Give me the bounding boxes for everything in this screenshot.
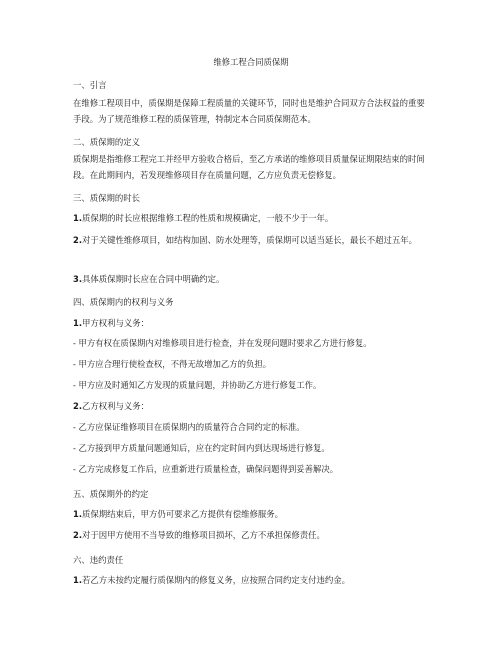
list-item: - 甲方有权在质保期内对维修项目进行检查，并在发现问题时要求乙方进行修复。 xyxy=(73,338,372,348)
list-item xyxy=(73,212,433,224)
item-text: 甲方权利与义务： xyxy=(82,318,150,328)
list-item: - 乙方接到甲方质量问题通知后，应在约定时间内到达现场进行修复。 xyxy=(73,443,330,453)
item-number: 1. xyxy=(73,318,83,328)
item-text: 对于关键性维修项目，如结构加固、防水处理等，质保期可以适当延长，最长不超过五年。 xyxy=(82,235,418,245)
item-text: 对于因甲方使用不当导致的维修项目损坏，乙方不承担保修责任。 xyxy=(82,530,325,540)
section-heading-breach: 六、违约责任 xyxy=(73,555,124,565)
item-number: 2. xyxy=(73,235,83,245)
party-a-heading xyxy=(73,317,433,329)
item-number: 2. xyxy=(73,401,83,411)
item-text: 乙方权利与义务： xyxy=(82,401,150,411)
list-item xyxy=(73,508,433,520)
item-text: 质保期结束后，甲方仍可要求乙方提供有偿维修服务。 xyxy=(82,509,284,519)
list-item: - 甲方应及时通知乙方发现的质量问题，并协助乙方进行修复工作。 xyxy=(73,380,322,390)
list-item xyxy=(73,273,433,285)
section-heading-after: 五、质保期外的约定 xyxy=(73,489,149,499)
item-number: 1. xyxy=(73,509,83,519)
item-number: 3. xyxy=(73,274,83,284)
list-item: - 甲方应合理行使检查权，不得无故增加乙方的负担。 xyxy=(73,359,272,369)
item-number: 2. xyxy=(73,530,83,540)
item-text: 质保期的时长应根据维修工程的性质和规模确定，一般不少于一年。 xyxy=(82,213,334,223)
list-item xyxy=(73,233,433,249)
section-heading-definition: 二、质保期的定义 xyxy=(73,137,140,147)
paragraph-definition: 质保期是指维修工程完工并经甲方验收合格后，至乙方承诺的维修项目质量保证期限结束的时间段。在此期间内，若发现维修项目存在质量问题，乙方应负责无偿修复。 xyxy=(73,154,425,180)
item-number: 1. xyxy=(73,575,83,585)
document-title: 维修工程合同质保期 xyxy=(213,57,289,67)
paragraph-intro: 在维修工程项目中，质保期是保障工程质量的关键环节，同时也是维护合同双方合法权益的重要手段。为了规范维修工程的质保管理，特制定本合同质保期范本。 xyxy=(73,98,425,124)
item-text: 若乙方未按约定履行质保期内的修复义务，应按照合同约定支付违约金。 xyxy=(82,575,351,585)
party-b-heading xyxy=(73,400,433,412)
item-number: 1. xyxy=(73,213,83,223)
list-item xyxy=(73,529,433,541)
list-item xyxy=(73,574,433,586)
list-item: - 乙方应保证维修项目在质保期内的质量符合合同约定的标准。 xyxy=(73,422,305,432)
section-heading-rights: 四、质保期内的权利与义务 xyxy=(73,297,174,307)
item-text: 具体质保期时长应在合同中明确约定。 xyxy=(82,274,225,284)
section-heading-intro: 一、引言 xyxy=(73,80,107,90)
list-item: - 乙方完成修复工作后，应重新进行质量检查，确保问题得到妥善解决。 xyxy=(73,464,339,474)
section-heading-duration: 三、质保期的时长 xyxy=(73,193,140,203)
